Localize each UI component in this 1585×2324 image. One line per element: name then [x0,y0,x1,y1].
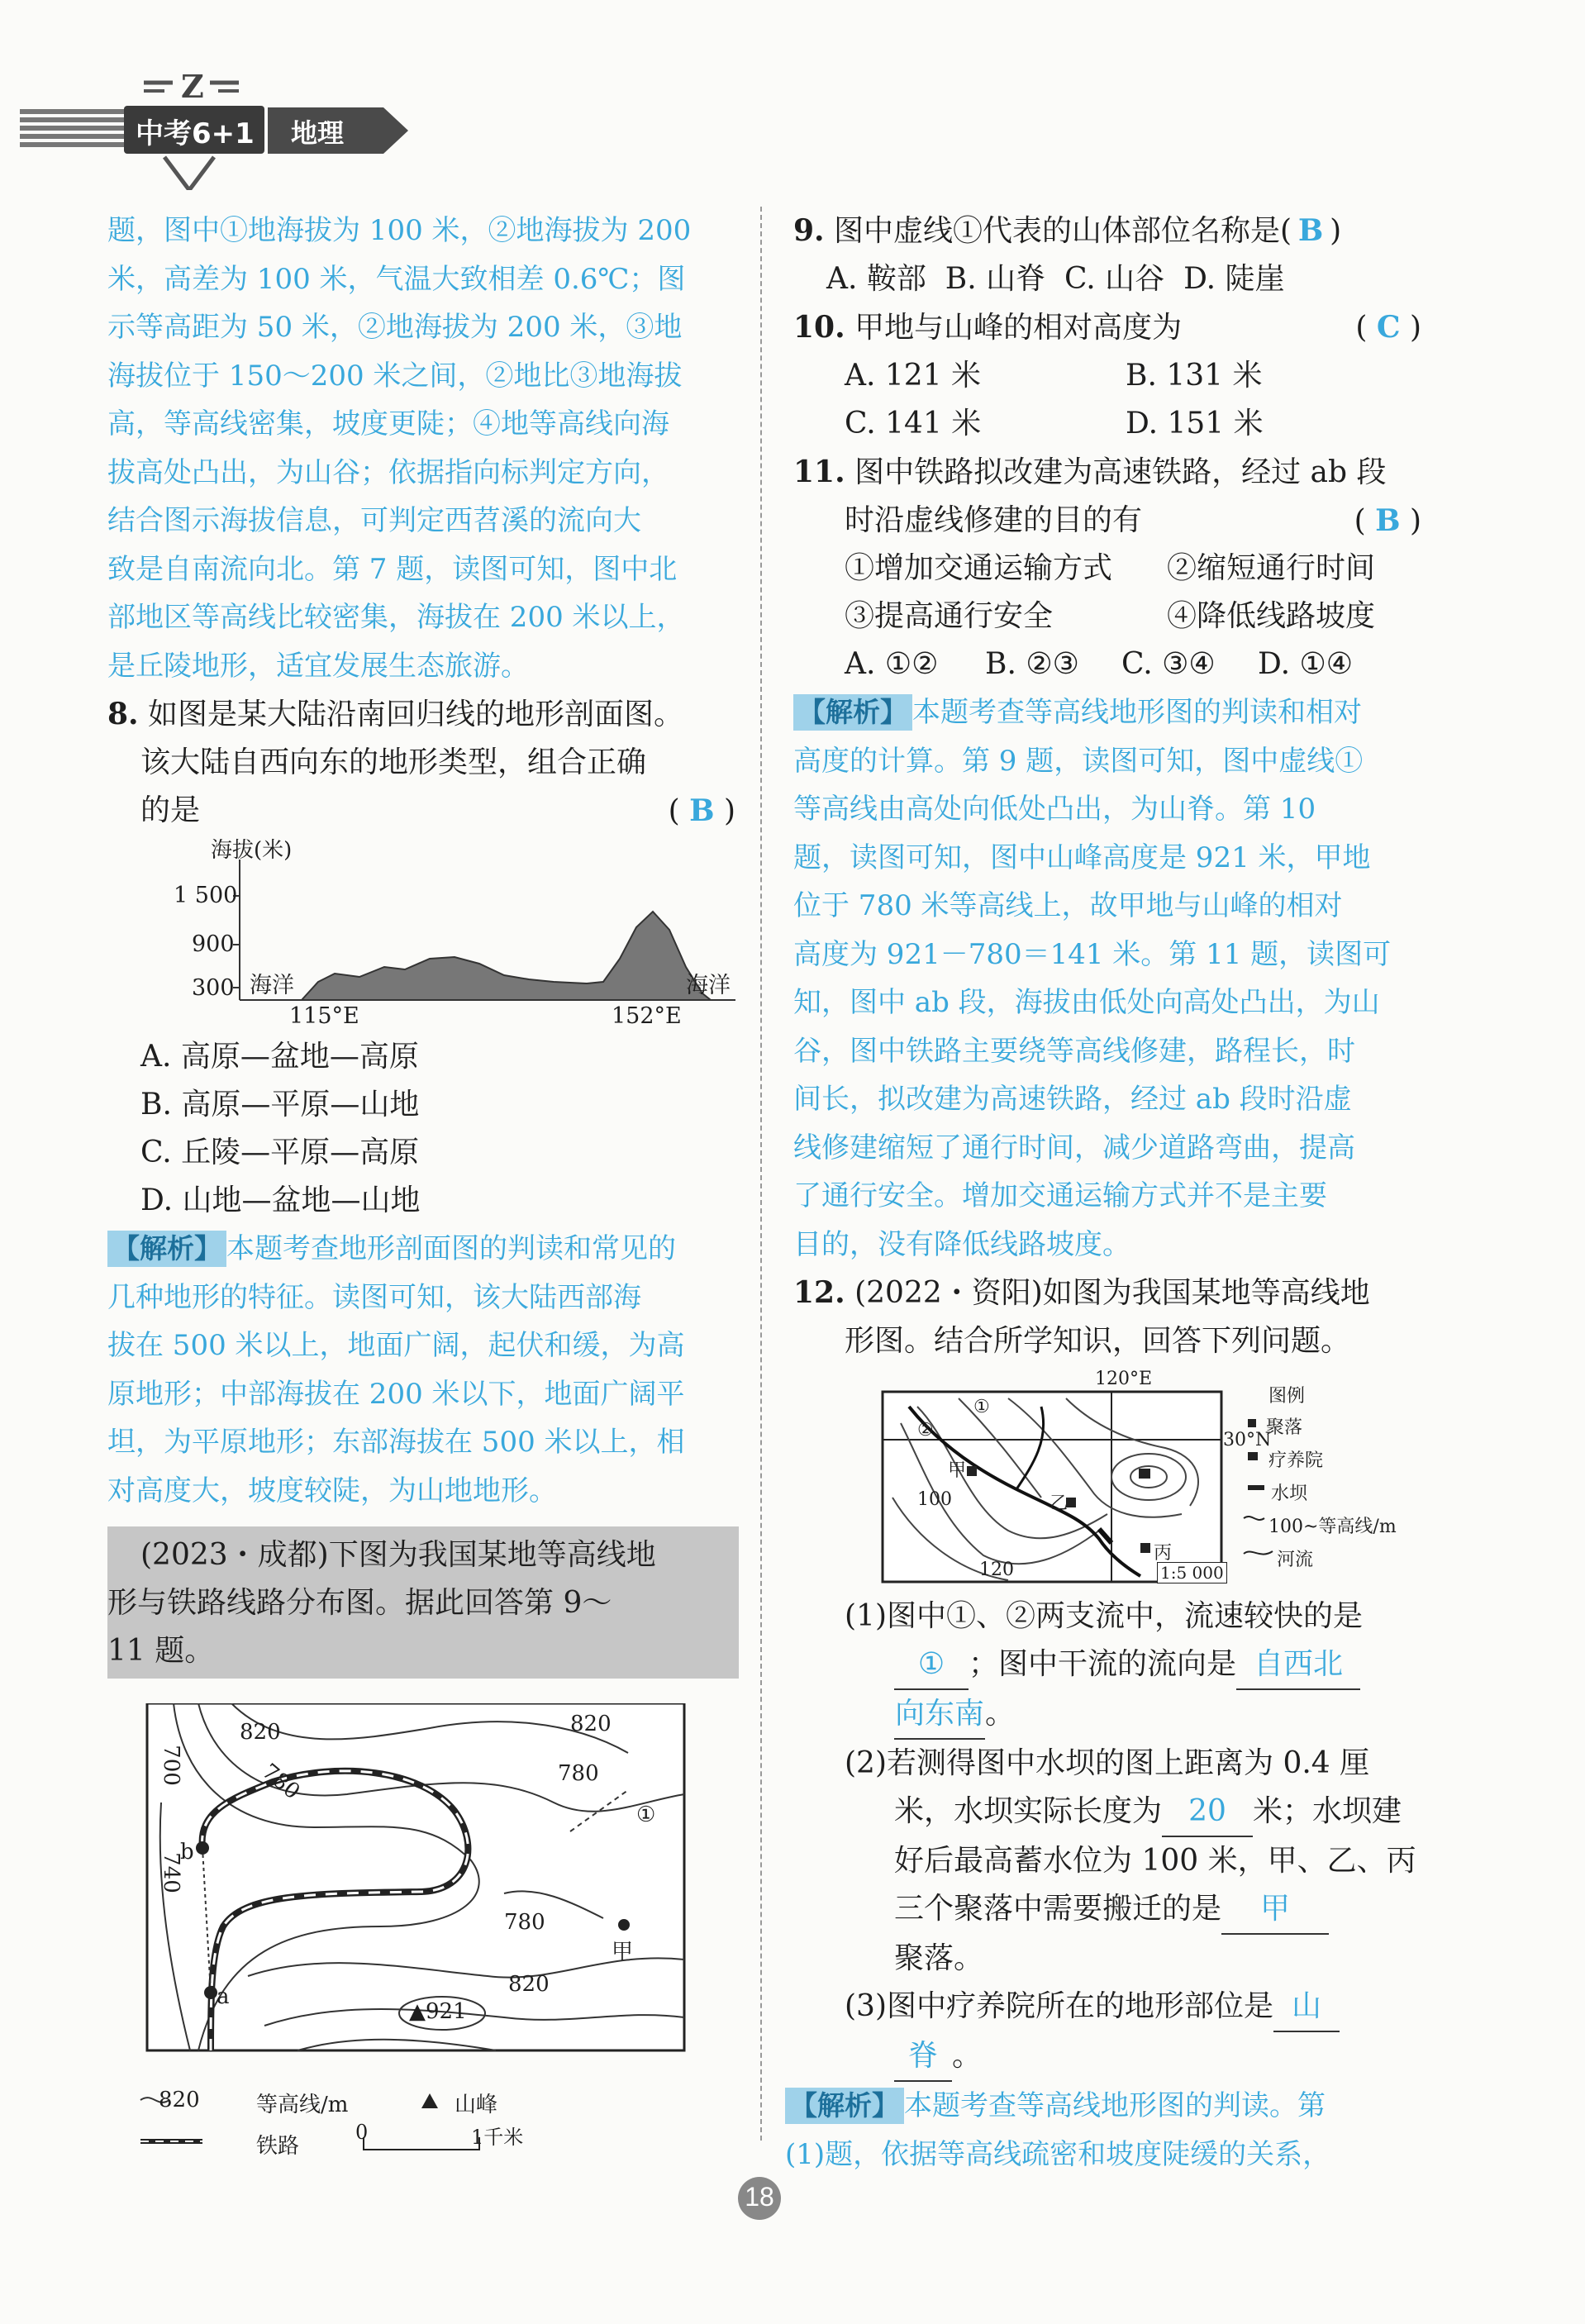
legend-item: 河流 [1277,1550,1314,1570]
scale-label: 1:5 000 [1157,1562,1227,1583]
contour-map-2 [793,1369,1421,1593]
analysis-line: 了通行安全。增加交通运输方式并不是主要 [793,1179,1327,1212]
option[interactable]: B. 高原—平原—山地 [140,1088,420,1122]
legend-peak-label: 山峰 [455,2093,498,2117]
sub-question: 三个聚落中需要搬迁的是 [894,1892,1222,1926]
contour-map-svg [107,1703,735,2166]
ocean-label-east: 海洋 [686,973,731,998]
village-label: 乙 [1050,1493,1069,1514]
option[interactable]: A. ①② [845,647,939,681]
analysis-line: 拔在 500 米以上，地面广阔，起伏和缓，为高 [107,1329,685,1362]
page-number: 18 [745,2182,774,2212]
peak-label: ▲921 [409,1999,467,2024]
header [20,66,416,190]
legend-item: 100~等高线/m [1268,1517,1397,1537]
question-text: (2022・资阳)如图为我国某地等高线地 [854,1276,1370,1310]
logo-letter-z: Z [181,68,204,105]
option[interactable]: A. 鞍部 [826,262,926,296]
village-label: 丙 [1154,1543,1173,1564]
contour-label: 780 [504,1910,545,1935]
analysis-line: 海拔位于 150～200 米之间，②地比③地海拔 [107,359,683,393]
sub-question: 。 [952,2039,983,2073]
analysis-line: (1)题，依据等高线疏密和坡度陡缓的关系， [785,2137,1331,2171]
answer-bracket: ( B ) [668,793,735,828]
option[interactable]: D. 151 米 [1126,407,1264,441]
contour-label: 780 [257,1759,305,1805]
analysis-line: 对高度大，坡度较陡，为山地地形。 [107,1474,557,1507]
contour-map-2-svg [793,1374,1421,1593]
question-9 [793,207,1421,303]
option[interactable]: C. ③④ [1121,647,1216,681]
terrain-profile [302,912,711,1000]
answer-fill[interactable]: 甲 [1221,1885,1329,1935]
answer-fill[interactable]: 向东南 [894,1690,985,1740]
option[interactable]: B. 山脊 [945,262,1046,296]
x-tick: 115°E [289,1003,359,1029]
option[interactable]: C. 141 米 [845,407,982,441]
option[interactable]: C. 山谷 [1064,262,1165,296]
question-text: 图中虚线①代表的山体部位名称是( [834,214,1292,248]
ocean-label-west: 海洋 [250,973,294,998]
legend-item: 水坝 [1271,1483,1308,1504]
legend-item: 聚落 [1266,1417,1303,1438]
question-number: 9. [793,213,825,248]
sub-question: (1)图中①、②两支流中，流速较快的是 [845,1599,1363,1633]
answer-fill[interactable]: 自西北 [1236,1641,1360,1690]
contour-label: 820 [240,1720,281,1745]
contour-label: 820 [508,1972,550,1997]
contour-label: 120 [979,1560,1014,1580]
analysis-line: 目的，没有降低线路坡度。 [793,1227,1130,1261]
profile-chart [140,835,735,1033]
legend-item: 疗养院 [1268,1450,1324,1471]
passage-box [107,1526,739,1679]
village-label: 甲 [948,1460,967,1481]
analysis-line: 题，图中①地海拔为 100 米，②地海拔为 200 [107,214,692,247]
passage-line: (2023・成都)下图为我国某地等高线地 [140,1538,656,1572]
analysis-line: 是丘陵地形，适宜发展生态旅游。 [107,649,529,683]
sub-question: (3)图中疗养院所在的地形部位是 [845,1989,1273,2023]
contour-map [107,1703,735,2166]
analysis-line: 位于 780 米等高线上，故甲地与山峰的相对 [793,889,1343,922]
analysis-line: 线修建缩短了通行时间，减少道路弯曲，提高 [793,1131,1355,1164]
sub-question: (2)若测得图中水坝的图上距离为 0.4 厘 [845,1746,1370,1780]
statement: ④降低线路坡度 [1167,599,1376,633]
answer-bracket: ( C ) [1355,310,1421,345]
passage-line: 11 题。 [107,1634,215,1668]
analysis-line: 知，图中 ab 段，海拔由低处向高处凸出，为山 [793,986,1380,1019]
analysis-line: 高度为 921－780＝141 米。第 11 题，读图可 [793,937,1392,971]
option[interactable]: B. 131 米 [1126,359,1263,393]
analysis-line: 题，读图可知，图中山峰高度是 921 米，甲地 [793,841,1371,874]
question-number: 10. [793,310,845,345]
answer: B [1375,503,1401,538]
analysis-tag: 【解析】 [107,1231,226,1267]
answer-fill[interactable]: 20 [1162,1788,1253,1837]
answer: B [1297,213,1324,248]
analysis-line: 本题考查地形剖面图的判读和常见的 [226,1232,676,1265]
analysis-line: 拔高处凸出，为山谷；依据指向标判定方向， [107,455,669,489]
statement: ②缩短通行时间 [1167,551,1376,585]
analysis-line: 原地形；中部海拔在 200 米以下，地面广阔平 [107,1377,685,1411]
statement: ①增加交通运输方式 [845,551,1113,585]
column-divider [760,207,762,2141]
branch-label: ② [917,1420,934,1441]
lon-label: 120°E [1095,1369,1153,1389]
question-number: 11. [793,455,845,489]
point-b: b [180,1840,194,1864]
question-text: 图中铁路拟改建为高速铁路，经过 ab 段 [854,455,1387,489]
subject-label: 地理 [291,117,345,149]
contour-label: 700 [158,1745,183,1786]
question-text: 甲地与山峰的相对高度为 [854,311,1183,345]
point-a: a [217,1984,230,2009]
village-jia: 甲 [612,1940,634,1964]
analysis-line: 米，高差为 100 米，气温大致相差 0.6℃；图 [107,262,686,296]
analysis-line: 示等高距为 50 米，②地海拔为 200 米，③地 [107,311,683,344]
analysis-line: 坦，为平原地形；东部海拔在 500 米以上，相 [107,1426,685,1459]
contour-label: 740 [158,1852,183,1893]
legend-contour-value: 820 [159,2088,200,2112]
question-text: 形图。结合所学知识，回答下列问题。 [845,1324,1351,1358]
legend-rail-label: 铁路 [256,2134,300,2159]
question-text: 时沿虚线修建的目的有 [845,503,1143,537]
option[interactable]: D. ①④ [1258,647,1354,681]
sub-question: 好后最高蓄水位为 100 米，甲、乙、丙 [894,1844,1416,1878]
question-text: 该大陆自西向东的地形类型，组合正确 [140,745,647,779]
question-number: 12. [793,1275,845,1310]
sub-question: 。 [985,1697,1016,1731]
y-axis-label: 海拔(米) [211,838,293,863]
option[interactable]: A. 121 米 [845,359,982,393]
y-tick: 1 500 [174,883,238,908]
legend-contour-label: 等高线/m [256,2093,349,2117]
analysis-line: 等高线由高处向低处凸出，为山脊。第 10 [793,793,1316,826]
option[interactable]: A. 高原—盆地—高原 [140,1040,419,1074]
analysis-line: 高，等高线密集，坡度更陡；④地等高线向海 [107,407,669,441]
contour-label: 100 [917,1489,952,1510]
bracket-close: ) [1330,214,1342,248]
analysis-line: 间长，拟改建为高速铁路，经过 ab 段时沿虚 [793,1083,1352,1116]
question-10 [793,303,1421,448]
answer-fill[interactable]: ① [894,1641,969,1690]
question-text: 如图是某大陆沿南回归线的地形剖面图。 [148,698,684,731]
analysis-line: 高度的计算。第 9 题，读图可知，图中虚线① [793,744,1364,778]
analysis-line: 谷，图中铁路主要绕等高线修建，路程长，时 [793,1034,1355,1068]
right-analysis [793,688,1421,1269]
analysis-line: 部地区等高线比较密集，海拔在 200 米以上， [107,601,685,634]
left-blue-analysis [107,207,735,690]
analysis-line: 本题考查等高线地形图的判读。第 [904,2089,1326,2122]
y-tick: 900 [192,931,235,957]
analysis-line: 结合图示海拔信息，可判定西苕溪的流向大 [107,504,641,537]
analysis-line: 致是自南流向北。第 7 题，读图可知，图中北 [107,552,678,586]
option[interactable]: C. 丘陵—平原—高原 [140,1136,420,1169]
answer-bracket: ( B ) [1354,503,1421,538]
analysis-line: 几种地形的特征。读图可知，该大陆西部海 [107,1280,641,1314]
left-column [107,207,735,2166]
option[interactable]: B. ②③ [985,647,1079,681]
answer: B [689,793,715,828]
scale-zero: 0 [355,2121,369,2144]
passage-line: 形与铁路线路分布图。据此回答第 9～ [107,1586,612,1620]
contour-label: 820 [570,1712,612,1736]
dashed-line-1: ① [636,1803,656,1827]
question-11 [793,448,1421,688]
x-tick: 152°E [612,1003,682,1029]
answer-fill[interactable]: 脊 [894,2032,952,2082]
right-column [785,207,1421,2179]
statement: ③提高通行安全 [845,599,1054,633]
answer: C [1376,310,1401,345]
sub-question: 聚落。 [894,1941,984,1975]
option[interactable]: D. 陡崖 [1183,262,1285,296]
option[interactable]: D. 山地—盆地—山地 [140,1183,421,1217]
branch-label: ① [973,1397,990,1417]
contour-label: 780 [558,1761,599,1786]
question-12 [785,1269,1421,2179]
question-8 [107,690,735,1515]
sub-question: ；图中干流的流向是 [969,1647,1237,1681]
question-text: 的是 [140,793,201,827]
answer-fill[interactable]: 山 [1273,1983,1340,2032]
question-number: 8. [107,697,139,731]
brand-text: 中考6+1 [136,117,255,150]
scale-one: 1千米 [471,2126,524,2149]
sub-question: 米，水坝实际长度为 [894,1794,1163,1828]
y-tick: 300 [192,975,235,1001]
analysis-tag: 【解析】 [785,2088,904,2124]
analysis-tag: 【解析】 [793,694,912,731]
analysis-line: 本题考查等高线地形图的判读和相对 [912,696,1362,729]
sub-question: 米；水坝建 [1253,1794,1402,1828]
lat-label: 30°N [1223,1430,1272,1450]
legend-title: 图例 [1268,1386,1306,1407]
